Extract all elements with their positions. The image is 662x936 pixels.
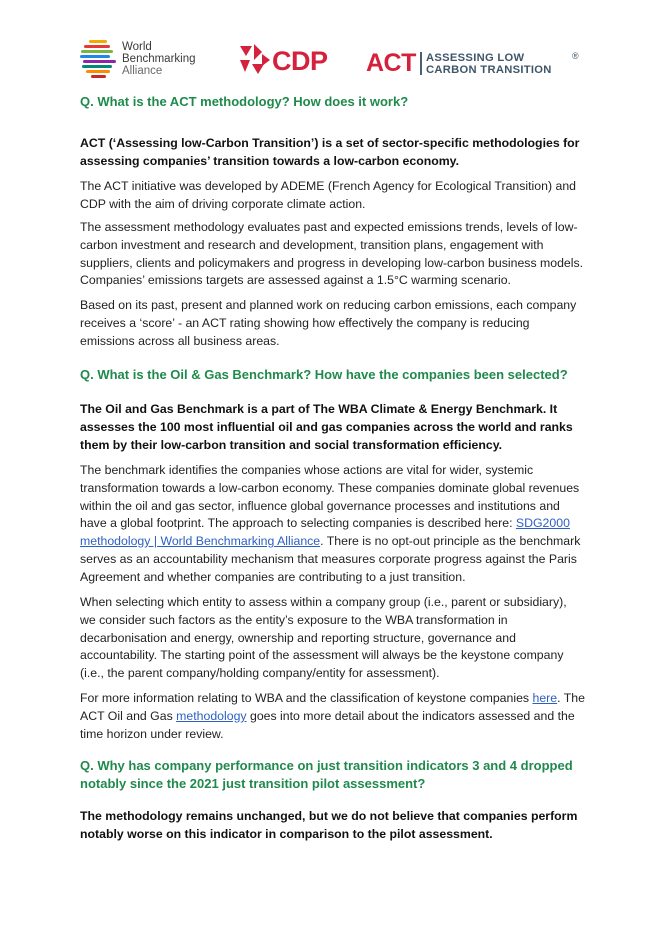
q2-p3-text-middle: . The ACT Oil and Gas [80, 691, 585, 723]
keystone-companies-link[interactable]: here [532, 691, 558, 705]
wba-logo [80, 38, 215, 80]
act-logo-mark: ACT [366, 49, 416, 77]
act-logo [366, 50, 580, 80]
q2-p1-text-before: The benchmark identifies the companies whose actions are vital for wider, systemic transformation towards a low-carbon economy. These companies dominate global revenues within the oil and gas sector, influence global governance processes and institutions and have a global footprint. The approach to selecting companies is described here: [80, 463, 580, 531]
wba-logo-line3: Alliance [122, 65, 163, 77]
q3-lead-paragraph: The methodology remains unchanged, but we do not believe that companies perform notably worse on this indicator in comparison to the pilot assessment. [80, 809, 578, 841]
act-logo-line2: CARBON TRANSITION [426, 64, 552, 76]
wba-logo-icon [80, 38, 120, 80]
q2-lead-paragraph: The Oil and Gas Benchmark is a part of The WBA Climate & Energy Benchmark. It assesses the 100 most influential oil and gas companies across the world and ranks them by their low-carbon transition and social transformation efficiency. [80, 402, 573, 452]
q2-paragraph-3 [80, 690, 585, 743]
question-heading-just-transition: Q. Why has company performance on just transition indicators 3 and 4 dropped notably since the 2021 just transition pilot assessment? [80, 758, 573, 791]
question-heading-oil-gas-benchmark: Q. What is the Oil & Gas Benchmark? How have the companies been selected? [80, 367, 568, 382]
wba-logo-line1: World [122, 41, 152, 53]
q2-p1-text-after: . There is no opt-out principle as the benchmark serves as an accountability mechanism that measures corporate progress against the Paris Agreement and whether companies are contributing to a just transition. [80, 534, 581, 584]
q2-p3-text-after: goes into more detail about the indicators assessed and the time horizon under review. [80, 708, 575, 741]
sdg2000-methodology-link[interactable]: SDG2000 methodology | World Benchmarking Alliance [80, 516, 570, 549]
q1-paragraph-2: The assessment methodology evaluates past and expected emissions trends, levels of low-carbon investment and research and development, transition plans, engagement with suppliers, clients and policymakers and progress in developing low-carbon business models. Companies’ emissions targets are assessed against a 1.5°C warming scenario. [80, 220, 584, 288]
wba-logo-line2: Benchmarking [122, 53, 196, 65]
act-logo-registered-mark: ® [572, 51, 579, 61]
cdp-logo-text: CDP [272, 46, 328, 76]
q2-paragraph-1 [80, 462, 585, 587]
q1-paragraph-3: Based on its past, present and planned work on reducing carbon emissions, each company receives a ‘score’ - an ACT rating showing how effectively the company is reducing emissions across all business areas. [80, 298, 577, 348]
cdp-logo [238, 42, 338, 78]
cdp-logo-icon [238, 42, 272, 76]
q2-p3-text-before: For more information relating to WBA and the classification of keystone companies [80, 691, 533, 705]
act-logo-tagline [426, 52, 552, 76]
act-logo-divider [420, 52, 422, 75]
question-heading-act-methodology: Q. What is the ACT methodology? How does it work? [80, 94, 409, 109]
act-logo-line1: ASSESSING LOW [426, 52, 525, 64]
oil-gas-methodology-link[interactable]: methodology [176, 708, 247, 723]
wba-logo-wordmark [122, 41, 196, 77]
q2-paragraph-2: When selecting which entity to assess within a company group (i.e., parent or subsidiary), we consider such factors as the entity’s exposure to the WBA transformation in decarbonisation and energy, ownership and reporting structure, governance and accountability. The starting point of the assessment will always be the keystone company (i.e., the parent company/holding company/entity for assessment). [80, 595, 567, 681]
q1-paragraph-1: The ACT initiative was developed by ADEME (French Agency for Ecological Transition) and CDP with the aim of driving corporate climate action. [80, 179, 576, 211]
header-logos [80, 36, 580, 82]
q1-lead-paragraph: ACT (‘Assessing low-Carbon Transition’) is a set of sector-specific methodologies for assessing companies’ transition towards a low-carbon economy. [80, 136, 580, 168]
